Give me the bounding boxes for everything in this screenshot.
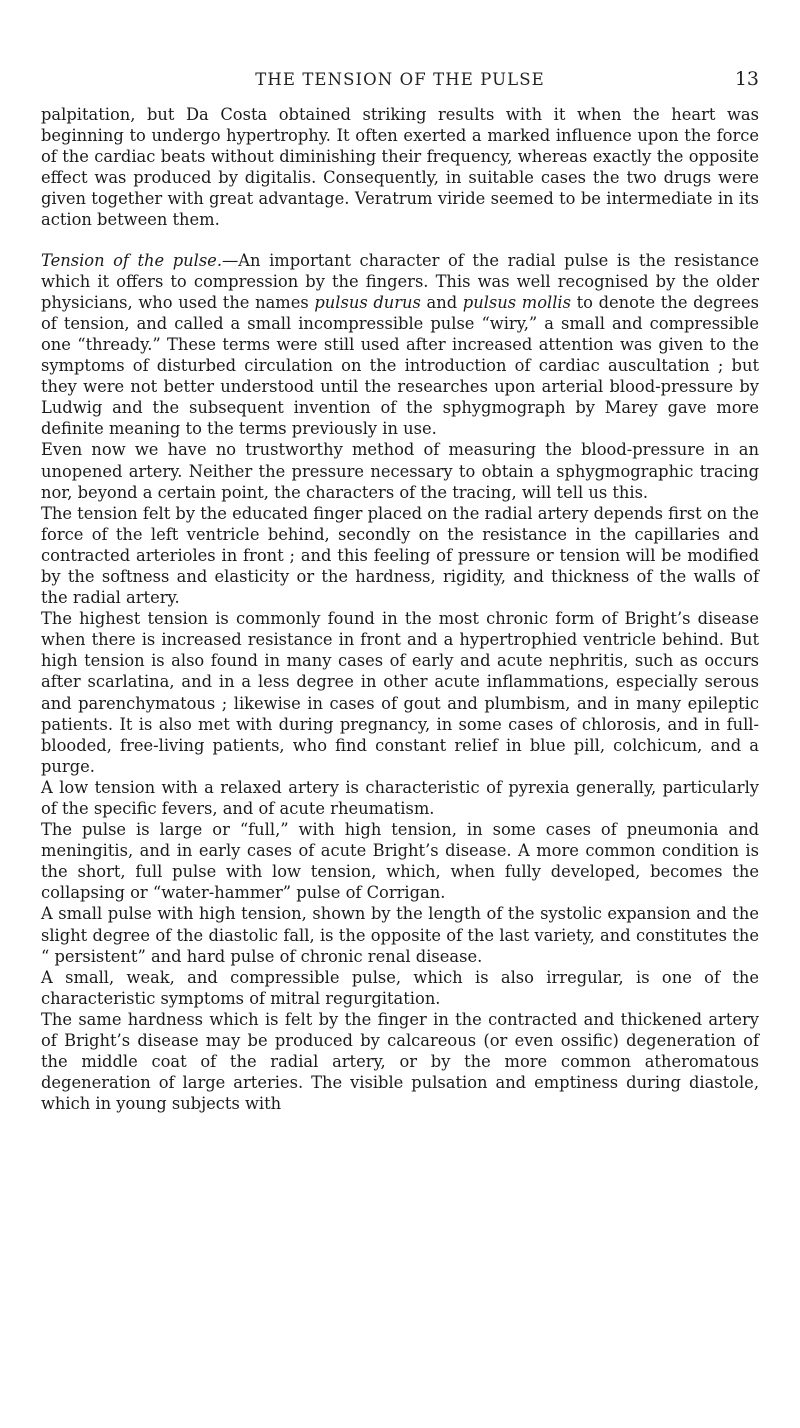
paragraph: A low tension with a relaxed artery is characteristic of pyrexia generally, particularly of the specific fevers, and of acute rheumatism. [41, 777, 759, 818]
page-number: 13 [734, 68, 759, 90]
paragraph: A small, weak, and compressible pulse, which is also irregular, is one of the characteristic symptoms of mitral regurgitation. [41, 967, 759, 1008]
running-header [41, 70, 759, 96]
section-heading: Tension of the pulse. [41, 250, 222, 270]
body-text [41, 104, 759, 1114]
paragraph: The pulse is large or “full,” with high tension, in some cases of pneumonia and meningitis, and in early cases of acute Bright’s disease. A more common condition is the short, full pulse with low tension, which, when fully developed, becomes the collapsing or “water-hammer” pulse of Corrigan. [41, 820, 759, 903]
paragraph: Even now we have no trustworthy method of measuring the blood-pressure in an unopened artery. Neither the pressure necessary to obtain a sphygmographic tracing nor, beyond a certain point, the characters of the tracing, will tell us this. [41, 440, 759, 502]
latin-term: pulsus mollis [462, 292, 571, 312]
running-title: THE TENSION OF THE PULSE [255, 70, 545, 89]
paragraph: A small pulse with high tension, shown by the length of the systolic expansion and the slight degree of the diastolic fall, is the opposite of the last variety, and constitutes the “ persistent” and hard pulse of chronic renal disease. [41, 904, 759, 966]
section-paragraph-tension: Tension of the pulse.—An important character of the radial pulse is the resistance which it offers to compression by the fingers. This was well recognised by the older physicians, who used the names pulsus durus and pulsus mollis to denote the degrees of tension, and called a small incompressible pulse “wiry,” a small and compressible one “thready.” These terms were still used after increased attention was given to the symptoms of disturbed circulation on the introduction of cardiac auscultation ; but they were not better understood until the researches upon arterial blood-pressure by Ludwig and the subsequent invention of the sphygmograph by Marey gave more definite meaning to the terms previously in use. [41, 250, 759, 439]
paragraph: The highest tension is commonly found in the most chronic form of Bright’s disease when there is increased resistance in front and a hypertrophied ventricle behind. But high tension is also found in many cases of early and acute nephritis, such as occurs after scarlatina, and in a less degree in other acute inflammations, especially serous and parenchymatous ; likewise in cases of gout and plumbism, and in many epileptic patients. It is also met with during pregnancy, in some cases of chlorosis, and in full-blooded, free-living patients, who find constant relief in blue pill, colchicum, and a purge. [41, 609, 759, 776]
paragraph: palpitation, but Da Costa obtained striking results with it when the heart was beginning to undergo hypertrophy. It often exerted a marked influence upon the force of the cardiac beats without diminishing their frequency, whereas exactly the opposite effect was produced by digitalis. Consequently, in suitable cases the two drugs were given together with great advantage. Veratrum viride seemed to be intermediate in its action between them. [41, 105, 759, 230]
latin-term: pulsus durus [314, 292, 421, 312]
paragraph: The tension felt by the educated finger placed on the radial artery depends first on the force of the left ventricle behind, secondly on the resistance in the capillaries and contracted arterioles in front ; and this feeling of pressure or tension will be modified by the softness and elasticity or the hardness, rigidity, and thickness of the walls of the radial artery. [41, 503, 759, 608]
paragraph: The same hardness which is felt by the finger in the contracted and thickened artery of Bright’s disease may be produced by calcareous (or even ossific) degeneration of the middle coat of the radial artery, or by the more common atheromatous degeneration of large arteries. The visible pulsation and emptiness during diastole, which in young subjects with [41, 1009, 759, 1114]
